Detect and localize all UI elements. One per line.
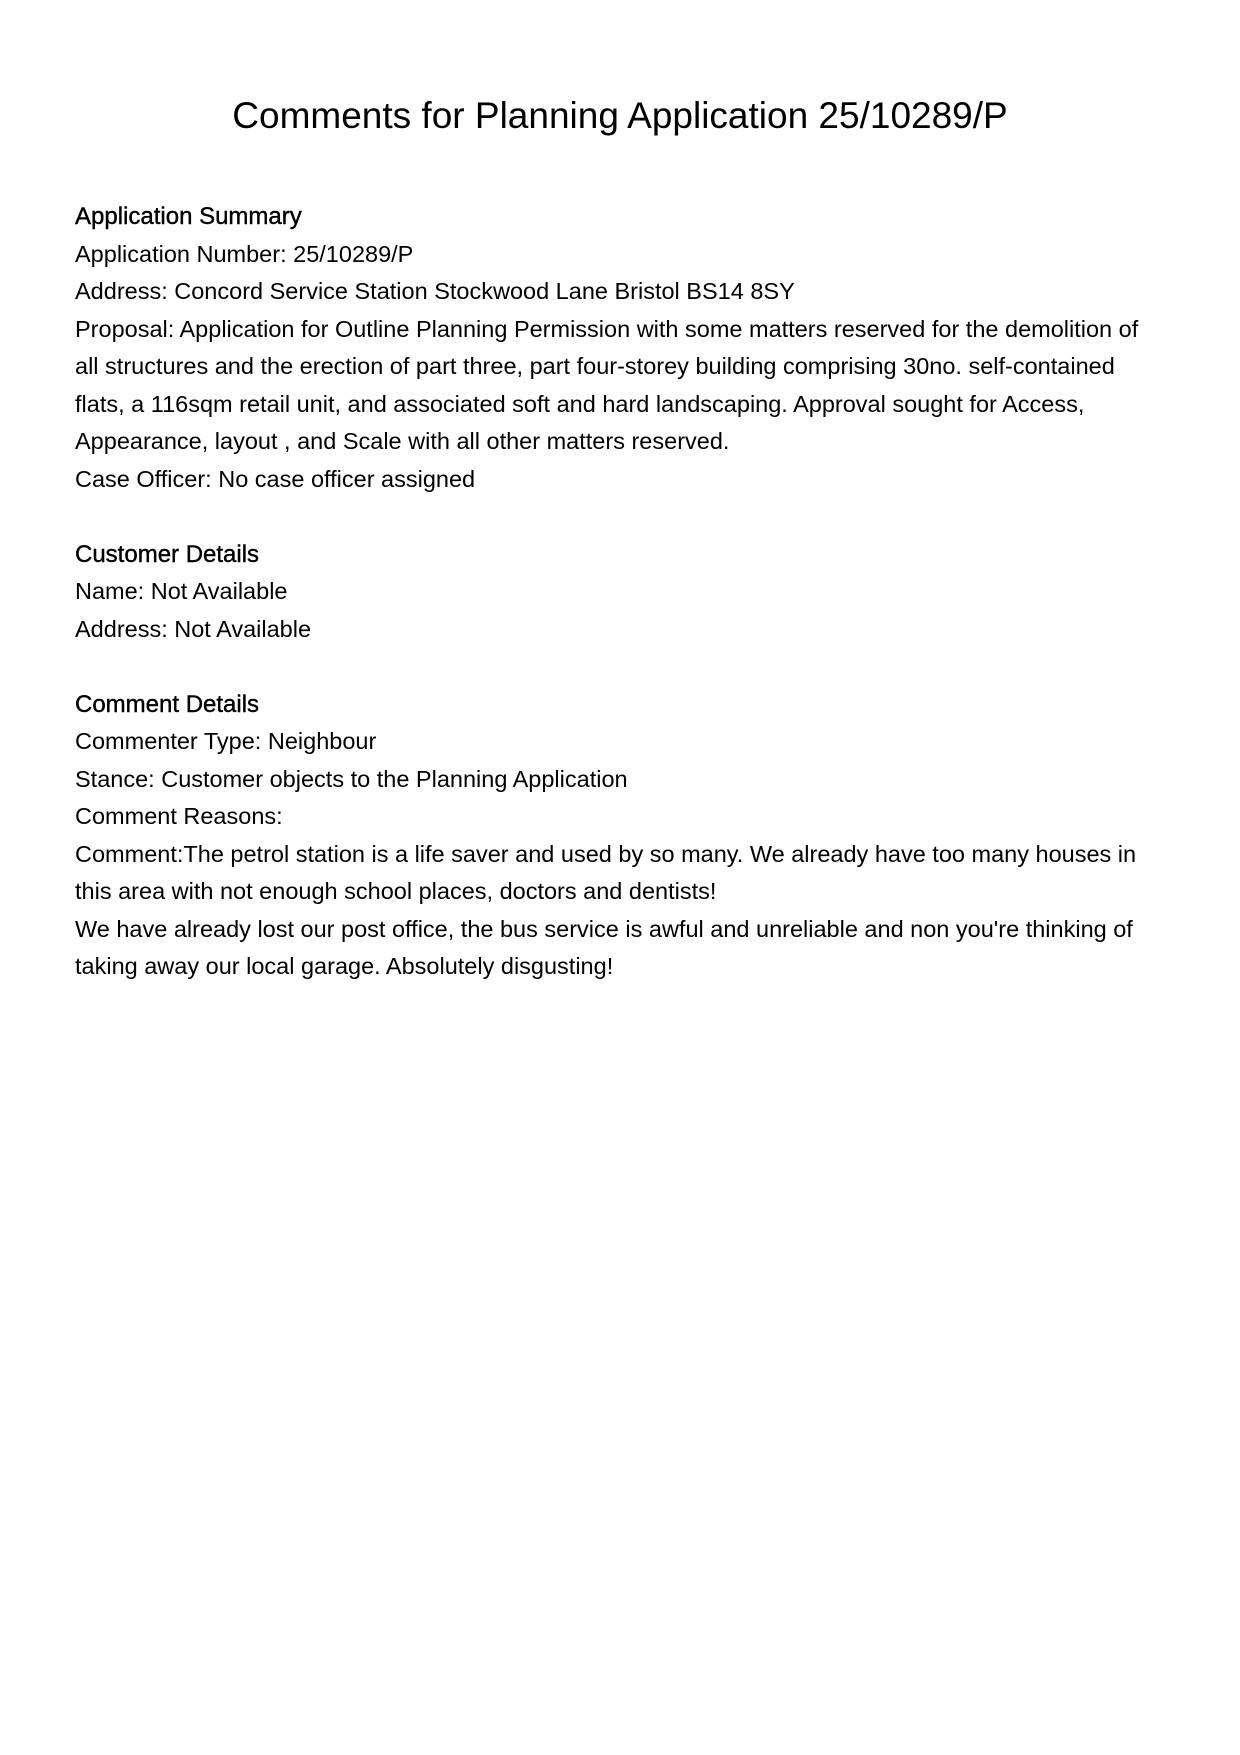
document-body	[75, 198, 1155, 986]
page-title: Comments for Planning Application 25/10289/P	[232, 95, 1008, 136]
comment-text: Comment:The petrol station is a life saver and used by so many. We already have too many houses in this area with not enough school places, doctors and dentists!	[75, 840, 1137, 904]
comment-details-heading: Comment Details	[75, 690, 260, 718]
customer-address: Address: Not Available	[75, 615, 312, 642]
application-number: Application Number: 25/10289/P	[75, 240, 414, 267]
stance: Stance: Customer objects to the Planning Application	[75, 765, 628, 792]
customer-details-section	[75, 536, 1155, 649]
comment-reasons: Comment Reasons:	[75, 803, 283, 829]
application-address: Address: Concord Service Station Stockwood Lane Bristol BS14 8SY	[75, 278, 795, 304]
proposal-text: Proposal: Application for Outline Planning Permission with some matters reserved for the demolition of all structures and the erection of part three, part four-storey building comprising 30no. self-contained flats, a 116sqm retail unit, and associated soft and hard landscaping. Approval sought for Access, Appearance, layout , and Scale with all other matters reserved.	[75, 315, 1139, 454]
customer-name: Name: Not Available	[75, 578, 288, 604]
commenter-type: Commenter Type: Neighbour	[75, 728, 377, 754]
customer-details-heading: Customer Details	[75, 540, 260, 568]
application-summary-section	[75, 198, 1155, 498]
comment-details-section	[75, 686, 1155, 986]
comment-text-continued: We have already lost our post office, the bus service is awful and unreliable and non you're thinking of taking away our local garage. Absolutely disgusting!	[75, 915, 1133, 979]
case-officer: Case Officer: No case officer assigned	[75, 465, 476, 492]
application-summary-heading: Application Summary	[75, 203, 302, 230]
